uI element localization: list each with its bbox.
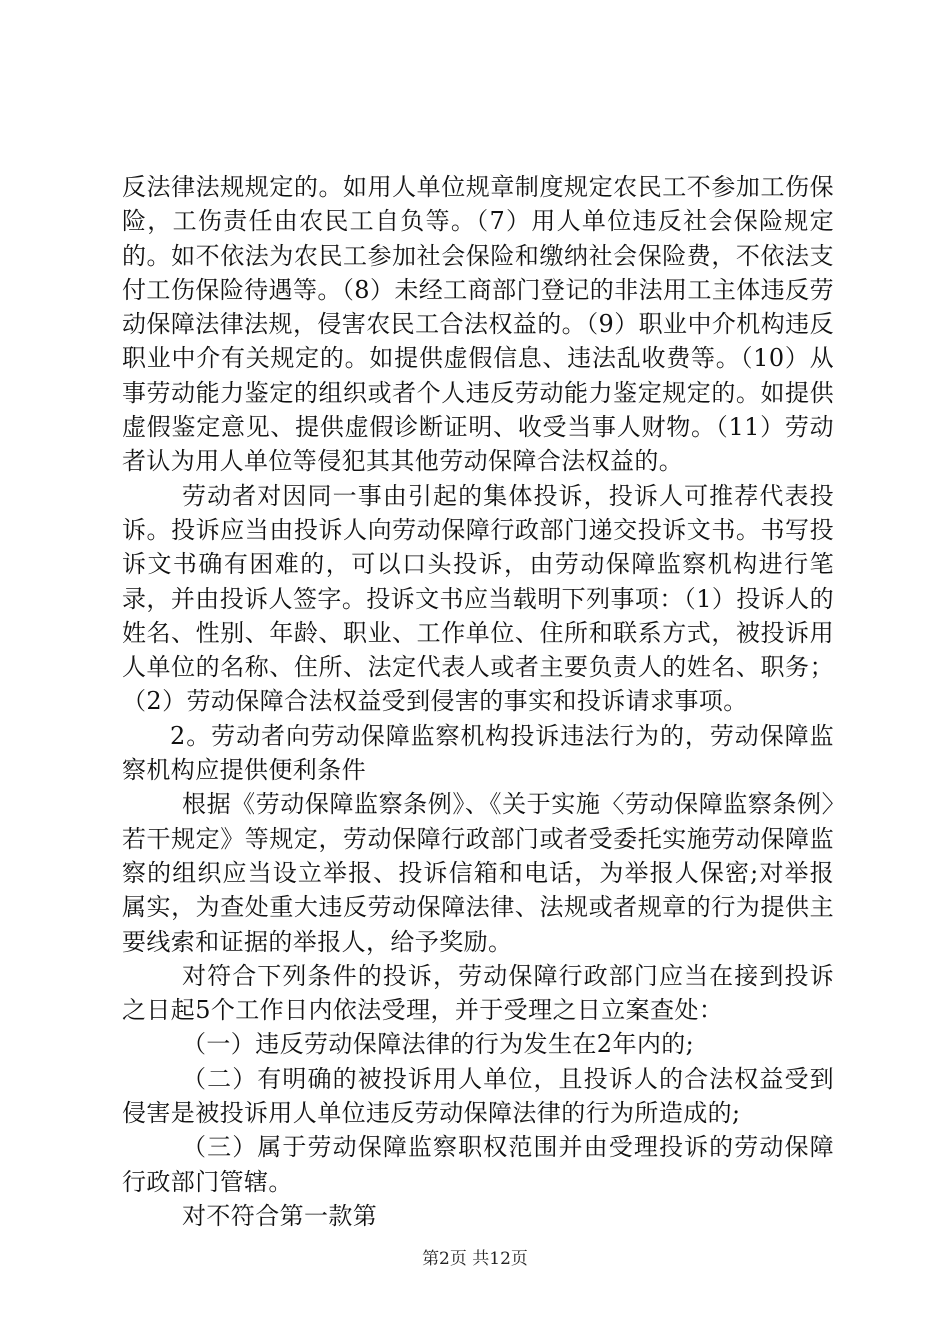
paragraph-trailing: 对不符合第一款第 (182, 1201, 378, 1230)
paragraph-regulations: 根据《劳动保障监察条例》、《关于实施〈劳动保障监察条例〉若干规定》等规定，劳动保障行政部门或者受委托实施劳动保障监察的组织应当设立举报、投诉信箱和电话，为举报人保密;对举报属实，为查处重大违反劳动保障法律、法规或者规章的行为提供主要线索和证据的举报人，给予奖励。 (122, 790, 834, 956)
paragraph-complaint-items: 反法律法规规定的。如用人单位规章制度规定农民工不参加工伤保险，工伤责任由农民工自负等。（7）用人单位违反社会保险规定的。如不依法为农民工参加社会保险和缴纳社会保险费，不依法支付工伤保险待遇等。（8）未经工商部门登记的非法用工主体违反劳动保障法律法规，侵害农民工合法权益的。（9）职业中介机构违反职业中介有关规定的。如提供虚假信息、违法乱收费等。（10）从事劳动能力鉴定的组织或者个人违反劳动能力鉴定规定的。如提供虚假鉴定意见、提供虚假诊断证明、收受当事人财物。（11）劳动者认为用人单位等侵犯其其他劳动保障合法权益的。 (122, 173, 834, 476)
paragraph-collective-complaint: 劳动者对因同一事由引起的集体投诉，投诉人可推荐代表投诉。投诉应当由投诉人向劳动保障行政部门递交投诉文书。书写投诉文书确有困难的，可以口头投诉，由劳动保障监察机构进行笔录，并由投诉人签字。投诉文书应当载明下列事项：（1）投诉人的姓名、性别、年龄、职业、工作单位、住所和联系方式，被投诉用人单位的名称、住所、法定代表人或者主要负责人的姓名、职务；（2）劳动保障合法权益受到侵害的事实和投诉请求事项。 (122, 481, 834, 716)
paragraph-acceptance-conditions: 对符合下列条件的投诉，劳动保障行政部门应当在接到投诉之日起5个工作日内依法受理，并于受理之日立案查处： (122, 961, 834, 1025)
paragraph-condition-1: （一）违反劳动保障法律的行为发生在2年内的; (182, 1030, 695, 1059)
paragraph-condition-3: （三）属于劳动保障监察职权范围并由受理投诉的劳动保障行政部门管辖。 (122, 1133, 834, 1196)
document-body (122, 170, 834, 1233)
page-number-footer: 第2页 共12页 (422, 1249, 528, 1269)
paragraph-section-2-heading: 2。劳动者向劳动保障监察机构投诉违法行为的，劳动保障监察机构应提供便利条件 (122, 721, 834, 785)
paragraph-condition-2: （二）有明确的被投诉用人单位，且投诉人的合法权益受到侵害是被投诉用人单位违反劳动保障法律的行为所造成的; (122, 1064, 834, 1128)
